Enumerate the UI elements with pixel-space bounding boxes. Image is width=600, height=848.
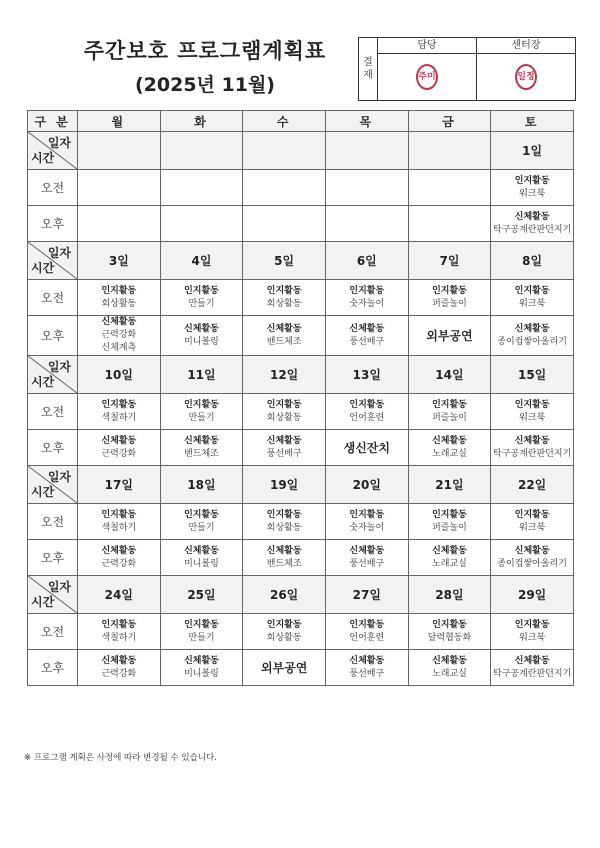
activity-cell bbox=[160, 504, 243, 540]
activity-cell bbox=[491, 614, 574, 650]
date-cell bbox=[78, 132, 161, 170]
activity-cell bbox=[408, 504, 491, 540]
date-cell: 29일 bbox=[491, 576, 574, 614]
week-date-row bbox=[28, 576, 574, 614]
header-day-sat: 토 bbox=[491, 111, 574, 132]
activity-name: 회상활동 bbox=[266, 298, 302, 309]
activity-name: 풍선배구 bbox=[349, 336, 385, 347]
slot-label-am: 오전 bbox=[28, 504, 78, 540]
date-time-header-cell bbox=[28, 132, 78, 170]
activity-name: 워크북 bbox=[519, 412, 546, 423]
activity-cell bbox=[160, 316, 243, 356]
activity-category: 인지활동 bbox=[266, 619, 302, 630]
activity-category: 신체활동 bbox=[266, 545, 302, 556]
activity-cell bbox=[491, 280, 574, 316]
activity-name: 언어훈련 bbox=[349, 632, 385, 643]
activity-cell bbox=[243, 394, 326, 430]
activity-name: 색칠하기 bbox=[101, 632, 137, 643]
activity-name: 색칠하기 bbox=[101, 412, 137, 423]
activity-cell bbox=[491, 170, 574, 206]
activity-category: 인지활동 bbox=[432, 509, 467, 520]
activity-cell bbox=[408, 540, 491, 576]
activity-cell bbox=[325, 540, 408, 576]
activity-name: 만들기 bbox=[188, 412, 215, 423]
activity-category: 신체활동 bbox=[432, 655, 467, 666]
activity-cell bbox=[243, 280, 326, 316]
title-block bbox=[60, 38, 350, 98]
date-cell bbox=[243, 132, 326, 170]
activity-cell bbox=[243, 614, 326, 650]
activity-category: 인지활동 bbox=[432, 285, 467, 296]
slot-row-pm bbox=[28, 650, 574, 686]
activity-category: 인지활동 bbox=[349, 285, 385, 296]
date-cell: 3일 bbox=[78, 242, 161, 280]
activity-name: 밴드체조 bbox=[266, 336, 302, 347]
diag-label-date: 일자 bbox=[47, 470, 71, 484]
diag-label-date: 일자 bbox=[47, 246, 71, 260]
activity-cell bbox=[160, 540, 243, 576]
activity-cell bbox=[325, 206, 408, 242]
activity-name: 노래교실 bbox=[432, 448, 467, 459]
activity-cell bbox=[78, 280, 161, 316]
week-date-row bbox=[28, 242, 574, 280]
activity-cell bbox=[408, 430, 491, 466]
header-gubun: 구 분 bbox=[28, 111, 78, 132]
activity-category: 인지활동 bbox=[514, 399, 550, 410]
activity-cell bbox=[408, 614, 491, 650]
activity-category: 인지활동 bbox=[101, 285, 137, 296]
slot-row-am bbox=[28, 280, 574, 316]
activity-cell bbox=[408, 394, 491, 430]
activity-name: 퍼즐놀이 bbox=[432, 522, 467, 533]
date-cell: 12일 bbox=[243, 356, 326, 394]
date-cell bbox=[160, 132, 243, 170]
activity-cell bbox=[325, 280, 408, 316]
activity-name: 미니볼링 bbox=[184, 336, 219, 347]
page-title: 주간보호 프로그램계획표 bbox=[83, 39, 327, 63]
activity-name: 풍선배구 bbox=[349, 558, 385, 569]
activity-cell bbox=[243, 206, 326, 242]
date-cell: 25일 bbox=[160, 576, 243, 614]
activity-name: 탁구공계란판던지기 bbox=[493, 668, 572, 679]
activity-cell bbox=[160, 614, 243, 650]
activity-name: 회상활동 bbox=[101, 298, 137, 309]
date-time-header-cell bbox=[28, 356, 78, 394]
slot-label-am: 오전 bbox=[28, 170, 78, 206]
activity-cell bbox=[325, 430, 408, 466]
activity-cell bbox=[160, 170, 243, 206]
activity-category: 신체활동 bbox=[101, 545, 137, 556]
activity-category: 신체활동 bbox=[101, 317, 137, 327]
diag-label-time: 시간 bbox=[31, 485, 55, 499]
date-cell: 22일 bbox=[491, 466, 574, 504]
header-row bbox=[28, 111, 574, 132]
activity-category: 인지활동 bbox=[266, 509, 302, 520]
date-cell: 20일 bbox=[325, 466, 408, 504]
activity-cell bbox=[491, 540, 574, 576]
activity-name: 탁구공계란판던지기 bbox=[493, 224, 572, 235]
activity-name: 퍼즐놀이 bbox=[432, 298, 467, 309]
activity-category: 신체활동 bbox=[349, 323, 385, 334]
activity-name: 회상활동 bbox=[266, 632, 302, 643]
special-event: 외부공연 bbox=[426, 329, 473, 343]
slot-label-pm: 오후 bbox=[28, 206, 78, 242]
activity-cell bbox=[408, 280, 491, 316]
activity-category: 신체활동 bbox=[184, 545, 219, 556]
approval-head-director: 센터장 bbox=[477, 38, 575, 54]
activity-cell bbox=[408, 650, 491, 686]
date-cell: 1일 bbox=[491, 132, 574, 170]
activity-cell bbox=[491, 650, 574, 686]
footnote: ※ 프로그램 계획은 사정에 따라 변경될 수 있습니다. bbox=[24, 753, 217, 763]
activity-name: 숫자놀이 bbox=[349, 522, 385, 533]
activity-cell bbox=[78, 206, 161, 242]
activity-cell bbox=[243, 430, 326, 466]
approval-label-2: 재 bbox=[363, 70, 373, 81]
activity-name: 색칠하기 bbox=[101, 522, 137, 533]
activity-category: 신체활동 bbox=[266, 323, 302, 334]
activity-cell bbox=[243, 316, 326, 356]
date-cell: 14일 bbox=[408, 356, 491, 394]
activity-category: 신체활동 bbox=[514, 545, 550, 556]
header-day-thu: 목 bbox=[325, 111, 408, 132]
diag-label-time: 시간 bbox=[31, 595, 55, 609]
diag-label-time: 시간 bbox=[31, 375, 55, 389]
activity-category: 인지활동 bbox=[349, 509, 385, 520]
activity-name: 회상활동 bbox=[266, 522, 302, 533]
date-cell: 24일 bbox=[78, 576, 161, 614]
activity-category: 신체활동 bbox=[349, 545, 385, 556]
activity-cell bbox=[78, 504, 161, 540]
activity-cell bbox=[243, 540, 326, 576]
activity-name: 풍선배구 bbox=[349, 668, 385, 679]
activity-name: 워크북 bbox=[519, 522, 546, 533]
slot-label-am: 오전 bbox=[28, 280, 78, 316]
activity-name-extra: 신체계측 bbox=[101, 343, 137, 353]
date-time-header-cell bbox=[28, 576, 78, 614]
date-time-header-cell bbox=[28, 242, 78, 280]
activity-cell bbox=[325, 316, 408, 356]
activity-name: 워크북 bbox=[519, 298, 546, 309]
activity-name: 노래교실 bbox=[432, 668, 467, 679]
page-subtitle: (2025년 11월) bbox=[134, 74, 275, 96]
activity-category: 신체활동 bbox=[432, 435, 467, 446]
week-date-row bbox=[28, 466, 574, 504]
activity-cell bbox=[325, 394, 408, 430]
date-cell: 10일 bbox=[78, 356, 161, 394]
activity-cell bbox=[160, 206, 243, 242]
approval-col-director bbox=[476, 38, 575, 100]
activity-category: 신체활동 bbox=[432, 545, 467, 556]
slot-row-pm bbox=[28, 206, 574, 242]
activity-name: 언어훈련 bbox=[349, 412, 385, 423]
activity-name: 근력강화 bbox=[101, 668, 137, 679]
date-cell: 8일 bbox=[491, 242, 574, 280]
activity-cell bbox=[491, 316, 574, 356]
activity-cell bbox=[243, 504, 326, 540]
slot-row-am bbox=[28, 614, 574, 650]
diag-label-date: 일자 bbox=[47, 360, 71, 374]
activity-cell bbox=[78, 316, 161, 356]
slot-row-am bbox=[28, 170, 574, 206]
date-cell: 15일 bbox=[491, 356, 574, 394]
activity-category: 인지활동 bbox=[514, 285, 550, 296]
activity-name: 워크북 bbox=[519, 632, 546, 643]
approval-box bbox=[358, 37, 576, 101]
slot-label-am: 오전 bbox=[28, 614, 78, 650]
date-cell: 6일 bbox=[325, 242, 408, 280]
activity-name: 만들기 bbox=[188, 632, 215, 643]
slot-row-pm bbox=[28, 540, 574, 576]
slot-label-pm: 오후 bbox=[28, 430, 78, 466]
date-cell: 17일 bbox=[78, 466, 161, 504]
activity-category: 인지활동 bbox=[184, 509, 219, 520]
activity-cell bbox=[491, 504, 574, 540]
activity-name: 미니볼링 bbox=[184, 558, 219, 569]
date-time-header-cell bbox=[28, 466, 78, 504]
seal-stamp-manager: 주미 bbox=[416, 64, 438, 90]
activity-name: 근력강화 bbox=[101, 330, 137, 340]
activity-name: 탁구공계란판던지기 bbox=[493, 448, 572, 459]
activity-category: 신체활동 bbox=[266, 435, 302, 446]
activity-category: 인지활동 bbox=[514, 175, 550, 186]
activity-cell bbox=[160, 280, 243, 316]
activity-cell bbox=[491, 394, 574, 430]
date-cell: 5일 bbox=[243, 242, 326, 280]
activity-category: 인지활동 bbox=[184, 619, 219, 630]
activity-category: 인지활동 bbox=[101, 399, 137, 410]
activity-category: 인지활동 bbox=[266, 285, 302, 296]
activity-name: 종이컵쌓아올리기 bbox=[497, 336, 567, 347]
activity-name: 달력협동화 bbox=[427, 632, 472, 643]
date-cell: 18일 bbox=[160, 466, 243, 504]
activity-category: 인지활동 bbox=[514, 509, 550, 520]
date-cell: 11일 bbox=[160, 356, 243, 394]
activity-cell bbox=[78, 394, 161, 430]
date-cell: 13일 bbox=[325, 356, 408, 394]
header-day-mon: 월 bbox=[78, 111, 161, 132]
slot-label-pm: 오후 bbox=[28, 650, 78, 686]
diag-label-date: 일자 bbox=[47, 136, 71, 150]
activity-cell bbox=[325, 650, 408, 686]
date-cell bbox=[325, 132, 408, 170]
activity-name: 퍼즐놀이 bbox=[432, 412, 467, 423]
header-day-tue: 화 bbox=[160, 111, 243, 132]
week-date-row bbox=[28, 132, 574, 170]
diag-label-date: 일자 bbox=[47, 580, 71, 594]
activity-cell bbox=[160, 430, 243, 466]
activity-cell bbox=[325, 170, 408, 206]
activity-category: 인지활동 bbox=[432, 619, 467, 630]
header-day-wed: 수 bbox=[243, 111, 326, 132]
activity-category: 인지활동 bbox=[184, 399, 219, 410]
seal-stamp-director: 일정 bbox=[515, 64, 537, 90]
activity-cell bbox=[408, 206, 491, 242]
activity-cell bbox=[78, 430, 161, 466]
activity-category: 인지활동 bbox=[349, 399, 385, 410]
activity-category: 신체활동 bbox=[101, 655, 137, 666]
activity-cell bbox=[78, 614, 161, 650]
week-date-row bbox=[28, 356, 574, 394]
slot-row-am bbox=[28, 504, 574, 540]
date-cell: 28일 bbox=[408, 576, 491, 614]
activity-category: 인지활동 bbox=[349, 619, 385, 630]
activity-name: 미니볼링 bbox=[184, 668, 219, 679]
activity-cell bbox=[243, 170, 326, 206]
activity-cell bbox=[325, 614, 408, 650]
activity-name: 숫자놀이 bbox=[349, 298, 385, 309]
schedule-table bbox=[27, 110, 574, 686]
activity-name: 근력강화 bbox=[101, 448, 137, 459]
activity-category: 인지활동 bbox=[184, 285, 219, 296]
date-cell: 27일 bbox=[325, 576, 408, 614]
approval-col-manager bbox=[378, 38, 476, 100]
activity-cell bbox=[78, 540, 161, 576]
activity-category: 인지활동 bbox=[101, 619, 137, 630]
activity-name: 밴드체조 bbox=[184, 448, 219, 459]
activity-name: 워크북 bbox=[519, 188, 546, 199]
activity-category: 인지활동 bbox=[432, 399, 467, 410]
activity-cell bbox=[491, 430, 574, 466]
approval-head-manager: 담당 bbox=[378, 38, 476, 54]
activity-name: 밴드체조 bbox=[266, 558, 302, 569]
activity-name: 풍선배구 bbox=[266, 448, 302, 459]
activity-cell bbox=[160, 394, 243, 430]
activity-category: 신체활동 bbox=[101, 435, 137, 446]
activity-name: 만들기 bbox=[188, 298, 215, 309]
activity-cell bbox=[160, 650, 243, 686]
special-event: 외부공연 bbox=[260, 661, 308, 675]
activity-category: 신체활동 bbox=[349, 655, 385, 666]
diag-label-time: 시간 bbox=[31, 151, 55, 165]
activity-name: 근력강화 bbox=[101, 558, 137, 569]
activity-cell bbox=[491, 206, 574, 242]
activity-cell bbox=[243, 650, 326, 686]
activity-category: 신체활동 bbox=[514, 323, 550, 334]
activity-name: 만들기 bbox=[188, 522, 215, 533]
date-cell: 26일 bbox=[243, 576, 326, 614]
activity-category: 신체활동 bbox=[184, 435, 219, 446]
activity-category: 신체활동 bbox=[514, 211, 550, 222]
activity-cell bbox=[325, 504, 408, 540]
slot-row-pm bbox=[28, 430, 574, 466]
activity-category: 인지활동 bbox=[101, 509, 137, 520]
slot-row-am bbox=[28, 394, 574, 430]
activity-name: 종이컵쌓아올리기 bbox=[497, 558, 567, 569]
activity-name: 회상활동 bbox=[266, 412, 302, 423]
activity-cell bbox=[408, 170, 491, 206]
date-cell: 4일 bbox=[160, 242, 243, 280]
activity-category: 신체활동 bbox=[514, 655, 550, 666]
activity-category: 신체활동 bbox=[184, 655, 219, 666]
activity-category: 신체활동 bbox=[514, 435, 550, 446]
special-event: 생신잔치 bbox=[343, 441, 390, 455]
activity-cell bbox=[408, 316, 491, 356]
slot-label-pm: 오후 bbox=[28, 316, 78, 356]
activity-name: 노래교실 bbox=[432, 558, 467, 569]
date-cell: 7일 bbox=[408, 242, 491, 280]
slot-label-pm: 오후 bbox=[28, 540, 78, 576]
activity-category: 인지활동 bbox=[266, 399, 302, 410]
slot-label-am: 오전 bbox=[28, 394, 78, 430]
diag-label-time: 시간 bbox=[31, 261, 55, 275]
header-day-fri: 금 bbox=[408, 111, 491, 132]
activity-category: 인지활동 bbox=[514, 619, 550, 630]
activity-cell bbox=[78, 650, 161, 686]
date-cell bbox=[408, 132, 491, 170]
date-cell: 21일 bbox=[408, 466, 491, 504]
date-cell: 19일 bbox=[243, 466, 326, 504]
activity-category: 신체활동 bbox=[184, 323, 219, 334]
approval-label-1: 결 bbox=[363, 57, 373, 68]
approval-label bbox=[359, 38, 378, 100]
activity-cell bbox=[78, 170, 161, 206]
slot-row-pm bbox=[28, 316, 574, 356]
